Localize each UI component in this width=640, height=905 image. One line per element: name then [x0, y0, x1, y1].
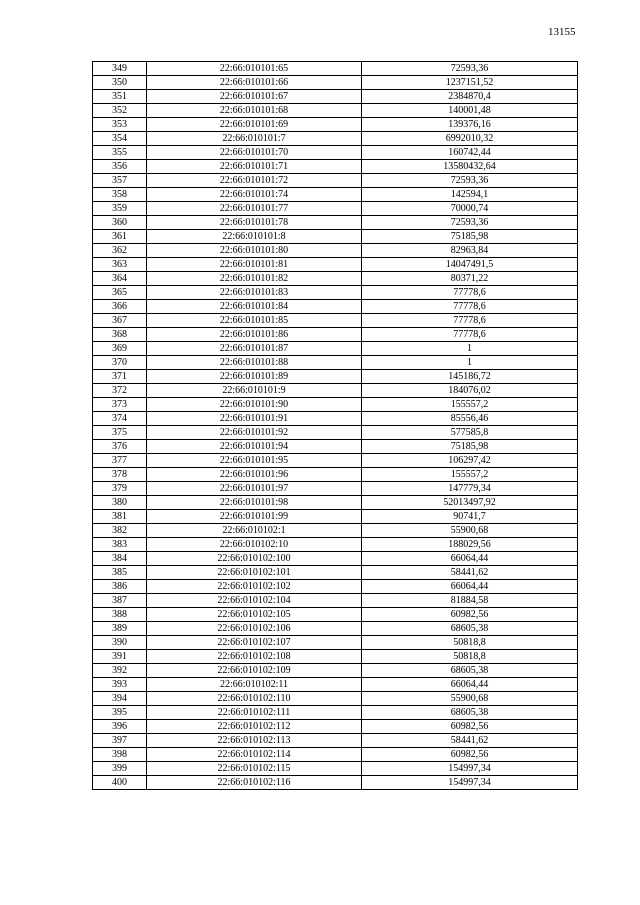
value-cell: 184076,02 [362, 384, 578, 398]
cadastral-number-cell: 22:66:010101:72 [147, 174, 362, 188]
cadastral-number-cell: 22:66:010101:82 [147, 272, 362, 286]
cadastral-number-cell: 22:66:010102:108 [147, 650, 362, 664]
cadastral-number-cell: 22:66:010101:69 [147, 118, 362, 132]
value-cell: 72593,36 [362, 62, 578, 76]
cadastral-number-cell: 22:66:010101:97 [147, 482, 362, 496]
value-cell: 60982,56 [362, 608, 578, 622]
value-cell: 55900,68 [362, 692, 578, 706]
value-cell: 145186,72 [362, 370, 578, 384]
table-row [93, 412, 578, 426]
cadastral-number-cell: 22:66:010101:96 [147, 468, 362, 482]
value-cell: 139376,16 [362, 118, 578, 132]
cadastral-number-cell: 22:66:010102:101 [147, 566, 362, 580]
table-row [93, 454, 578, 468]
table-row [93, 496, 578, 510]
row-number-cell: 371 [93, 370, 147, 384]
row-number-cell: 397 [93, 734, 147, 748]
row-number-cell: 350 [93, 76, 147, 90]
value-cell: 72593,36 [362, 216, 578, 230]
cadastral-number-cell: 22:66:010101:87 [147, 342, 362, 356]
table-row [93, 342, 578, 356]
row-number-cell: 365 [93, 286, 147, 300]
row-number-cell: 358 [93, 188, 147, 202]
cadastral-number-cell: 22:66:010101:99 [147, 510, 362, 524]
row-number-cell: 376 [93, 440, 147, 454]
cadastral-number-cell: 22:66:010101:77 [147, 202, 362, 216]
table-row [93, 608, 578, 622]
row-number-cell: 349 [93, 62, 147, 76]
value-cell: 14047491,5 [362, 258, 578, 272]
value-cell: 77778,6 [362, 300, 578, 314]
row-number-cell: 363 [93, 258, 147, 272]
cadastral-number-cell: 22:66:010101:92 [147, 426, 362, 440]
row-number-cell: 377 [93, 454, 147, 468]
row-number-cell: 381 [93, 510, 147, 524]
table-row [93, 244, 578, 258]
value-cell: 75185,98 [362, 440, 578, 454]
cadastral-number-cell: 22:66:010101:83 [147, 286, 362, 300]
value-cell: 60982,56 [362, 720, 578, 734]
cadastral-number-cell: 22:66:010102:116 [147, 776, 362, 790]
table-row [93, 720, 578, 734]
value-cell: 147779,34 [362, 482, 578, 496]
table-row [93, 580, 578, 594]
value-cell: 82963,84 [362, 244, 578, 258]
value-cell: 66064,44 [362, 580, 578, 594]
table-row [93, 776, 578, 790]
table-row [93, 370, 578, 384]
table-row [93, 314, 578, 328]
cadastral-number-cell: 22:66:010102:102 [147, 580, 362, 594]
table-row [93, 62, 578, 76]
row-number-cell: 368 [93, 328, 147, 342]
table-row [93, 748, 578, 762]
row-number-cell: 398 [93, 748, 147, 762]
row-number-cell: 400 [93, 776, 147, 790]
table-row [93, 160, 578, 174]
row-number-cell: 362 [93, 244, 147, 258]
table-row [93, 636, 578, 650]
value-cell: 77778,6 [362, 328, 578, 342]
value-cell: 154997,34 [362, 776, 578, 790]
row-number-cell: 378 [93, 468, 147, 482]
row-number-cell: 384 [93, 552, 147, 566]
row-number-cell: 372 [93, 384, 147, 398]
value-cell: 70000,74 [362, 202, 578, 216]
table-row [93, 650, 578, 664]
value-cell: 60982,56 [362, 748, 578, 762]
value-cell: 50818,8 [362, 636, 578, 650]
row-number-cell: 361 [93, 230, 147, 244]
cadastral-number-cell: 22:66:010101:91 [147, 412, 362, 426]
table-row [93, 398, 578, 412]
value-cell: 140001,48 [362, 104, 578, 118]
cadastral-number-cell: 22:66:010101:65 [147, 62, 362, 76]
table-row [93, 258, 578, 272]
table-row [93, 762, 578, 776]
table-row [93, 524, 578, 538]
cadastral-number-cell: 22:66:010101:98 [147, 496, 362, 510]
cadastral-number-cell: 22:66:010102:105 [147, 608, 362, 622]
value-cell: 58441,62 [362, 734, 578, 748]
cadastral-number-cell: 22:66:010102:115 [147, 762, 362, 776]
cadastral-number-cell: 22:66:010102:110 [147, 692, 362, 706]
row-number-cell: 388 [93, 608, 147, 622]
table-row [93, 538, 578, 552]
row-number-cell: 374 [93, 412, 147, 426]
cadastral-number-cell: 22:66:010101:81 [147, 258, 362, 272]
row-number-cell: 386 [93, 580, 147, 594]
table-row [93, 664, 578, 678]
table-row [93, 482, 578, 496]
table-row [93, 146, 578, 160]
table-row [93, 90, 578, 104]
table-row [93, 566, 578, 580]
table-row [93, 468, 578, 482]
table-row [93, 202, 578, 216]
cadastral-number-cell: 22:66:010102:1 [147, 524, 362, 538]
table-row [93, 594, 578, 608]
value-cell: 154997,34 [362, 762, 578, 776]
cadastral-number-cell: 22:66:010102:109 [147, 664, 362, 678]
value-cell: 80371,22 [362, 272, 578, 286]
cadastral-number-cell: 22:66:010101:9 [147, 384, 362, 398]
table-row [93, 440, 578, 454]
value-cell: 75185,98 [362, 230, 578, 244]
row-number-cell: 394 [93, 692, 147, 706]
value-cell: 2384870,4 [362, 90, 578, 104]
table-body [93, 62, 578, 790]
cadastral-number-cell: 22:66:010101:88 [147, 356, 362, 370]
table-row [93, 328, 578, 342]
table-row [93, 706, 578, 720]
row-number-cell: 387 [93, 594, 147, 608]
cadastral-number-cell: 22:66:010101:8 [147, 230, 362, 244]
row-number-cell: 380 [93, 496, 147, 510]
cadastral-number-cell: 22:66:010102:113 [147, 734, 362, 748]
cadastral-number-cell: 22:66:010102:11 [147, 678, 362, 692]
cadastral-number-cell: 22:66:010101:80 [147, 244, 362, 258]
cadastral-number-cell: 22:66:010101:68 [147, 104, 362, 118]
value-cell: 50818,8 [362, 650, 578, 664]
row-number-cell: 383 [93, 538, 147, 552]
cadastral-number-cell: 22:66:010101:70 [147, 146, 362, 160]
row-number-cell: 390 [93, 636, 147, 650]
cadastral-number-cell: 22:66:010102:112 [147, 720, 362, 734]
value-cell: 142594,1 [362, 188, 578, 202]
table-row [93, 426, 578, 440]
value-cell: 1 [362, 342, 578, 356]
cadastral-number-cell: 22:66:010101:71 [147, 160, 362, 174]
cadastral-number-cell: 22:66:010101:74 [147, 188, 362, 202]
cadastral-number-cell: 22:66:010101:7 [147, 132, 362, 146]
value-cell: 66064,44 [362, 678, 578, 692]
value-cell: 85556,46 [362, 412, 578, 426]
value-cell: 52013497,92 [362, 496, 578, 510]
value-cell: 188029,56 [362, 538, 578, 552]
cadastral-number-cell: 22:66:010102:104 [147, 594, 362, 608]
row-number-cell: 375 [93, 426, 147, 440]
value-cell: 81884,58 [362, 594, 578, 608]
value-cell: 68605,38 [362, 664, 578, 678]
cadastral-value-table [92, 61, 578, 790]
row-number-cell: 370 [93, 356, 147, 370]
cadastral-number-cell: 22:66:010101:89 [147, 370, 362, 384]
row-number-cell: 366 [93, 300, 147, 314]
value-cell: 58441,62 [362, 566, 578, 580]
table-row [93, 622, 578, 636]
value-cell: 90741,7 [362, 510, 578, 524]
table-row [93, 132, 578, 146]
row-number-cell: 392 [93, 664, 147, 678]
row-number-cell: 360 [93, 216, 147, 230]
table-row [93, 300, 578, 314]
row-number-cell: 395 [93, 706, 147, 720]
cadastral-number-cell: 22:66:010101:90 [147, 398, 362, 412]
cadastral-number-cell: 22:66:010102:111 [147, 706, 362, 720]
cadastral-number-cell: 22:66:010101:84 [147, 300, 362, 314]
table-row [93, 272, 578, 286]
value-cell: 77778,6 [362, 286, 578, 300]
cadastral-number-cell: 22:66:010101:94 [147, 440, 362, 454]
value-cell: 6992010,32 [362, 132, 578, 146]
value-cell: 1237151,52 [362, 76, 578, 90]
table-row [93, 678, 578, 692]
row-number-cell: 357 [93, 174, 147, 188]
table-row [93, 510, 578, 524]
page-number: 13155 [548, 26, 576, 38]
row-number-cell: 353 [93, 118, 147, 132]
row-number-cell: 389 [93, 622, 147, 636]
table-row [93, 356, 578, 370]
table-row [93, 104, 578, 118]
cadastral-number-cell: 22:66:010102:114 [147, 748, 362, 762]
value-cell: 68605,38 [362, 706, 578, 720]
row-number-cell: 367 [93, 314, 147, 328]
table-row [93, 384, 578, 398]
cadastral-number-cell: 22:66:010101:78 [147, 216, 362, 230]
table-row [93, 230, 578, 244]
cadastral-number-cell: 22:66:010101:66 [147, 76, 362, 90]
value-cell: 155557,2 [362, 468, 578, 482]
row-number-cell: 354 [93, 132, 147, 146]
value-cell: 1 [362, 356, 578, 370]
row-number-cell: 385 [93, 566, 147, 580]
value-cell: 66064,44 [362, 552, 578, 566]
row-number-cell: 399 [93, 762, 147, 776]
table-row [93, 216, 578, 230]
row-number-cell: 355 [93, 146, 147, 160]
value-cell: 77778,6 [362, 314, 578, 328]
table-row [93, 118, 578, 132]
row-number-cell: 369 [93, 342, 147, 356]
table-row [93, 692, 578, 706]
table-row [93, 552, 578, 566]
table-row [93, 174, 578, 188]
cadastral-number-cell: 22:66:010101:86 [147, 328, 362, 342]
table-row [93, 286, 578, 300]
value-cell: 68605,38 [362, 622, 578, 636]
value-cell: 13580432,64 [362, 160, 578, 174]
value-cell: 160742,44 [362, 146, 578, 160]
cadastral-number-cell: 22:66:010102:100 [147, 552, 362, 566]
cadastral-number-cell: 22:66:010101:95 [147, 454, 362, 468]
row-number-cell: 356 [93, 160, 147, 174]
table-row [93, 76, 578, 90]
value-cell: 577585,8 [362, 426, 578, 440]
table-row [93, 188, 578, 202]
row-number-cell: 352 [93, 104, 147, 118]
cadastral-number-cell: 22:66:010101:67 [147, 90, 362, 104]
cadastral-number-cell: 22:66:010102:10 [147, 538, 362, 552]
row-number-cell: 396 [93, 720, 147, 734]
row-number-cell: 359 [93, 202, 147, 216]
row-number-cell: 391 [93, 650, 147, 664]
value-cell: 106297,42 [362, 454, 578, 468]
value-cell: 72593,36 [362, 174, 578, 188]
row-number-cell: 379 [93, 482, 147, 496]
row-number-cell: 393 [93, 678, 147, 692]
cadastral-number-cell: 22:66:010102:107 [147, 636, 362, 650]
cadastral-number-cell: 22:66:010102:106 [147, 622, 362, 636]
row-number-cell: 382 [93, 524, 147, 538]
row-number-cell: 373 [93, 398, 147, 412]
value-cell: 155557,2 [362, 398, 578, 412]
table-row [93, 734, 578, 748]
value-cell: 55900,68 [362, 524, 578, 538]
row-number-cell: 364 [93, 272, 147, 286]
cadastral-number-cell: 22:66:010101:85 [147, 314, 362, 328]
row-number-cell: 351 [93, 90, 147, 104]
